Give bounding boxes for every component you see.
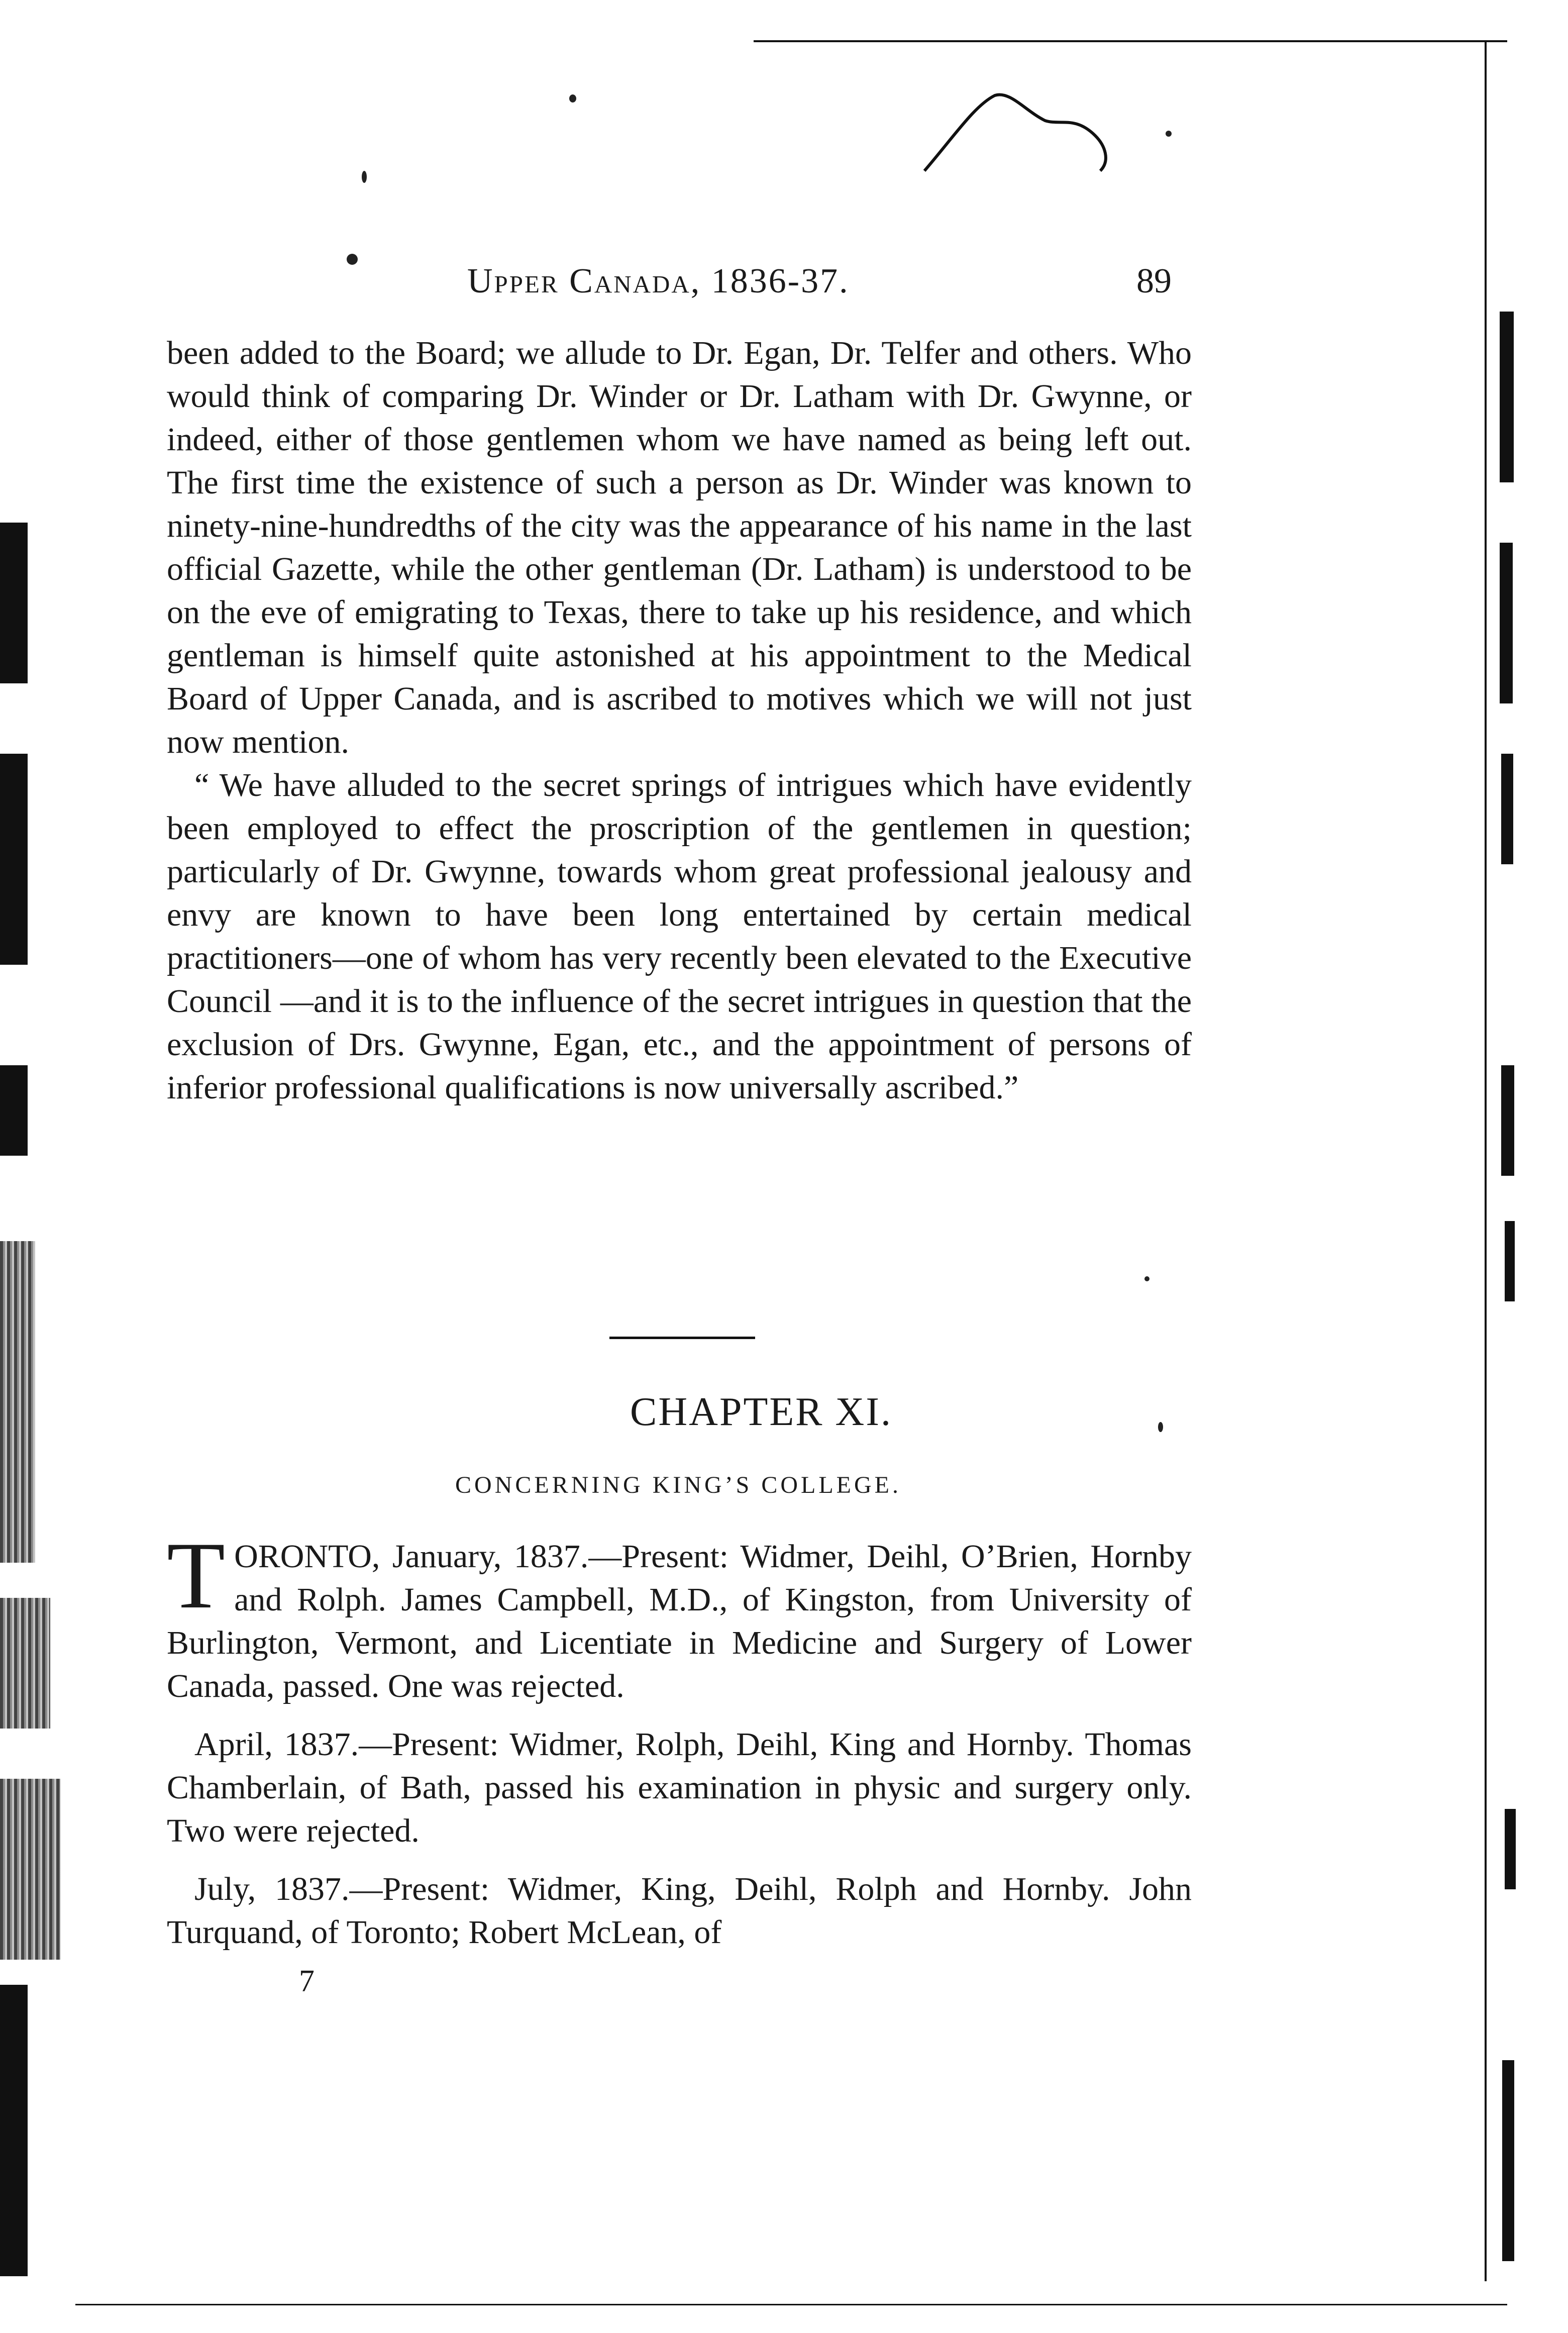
chapter-paragraph-2: April, 1837.—Present: Widmer, Rolph, Deihl, King and Hornby. Thomas Chamberlain, of Bath, passed his examination in physic and surgery only. Two were rejected.	[167, 1726, 1192, 1849]
scan-edge-right-bar-6	[1505, 1809, 1516, 1889]
scan-edge-left-bar-4	[0, 1985, 28, 2276]
scan-edge-right-line	[1485, 40, 1487, 2281]
pen-scribble	[894, 75, 1125, 176]
scan-edge-top-line	[754, 40, 1507, 42]
scan-edge-left-gray-3	[0, 1779, 60, 1960]
scan-speck	[1166, 131, 1172, 137]
scan-edge-right-bar-3	[1501, 754, 1513, 864]
scan-edge-left-gray-2	[0, 1598, 50, 1729]
chapter-heading: CHAPTER XI.	[630, 1390, 892, 1434]
scan-speck	[347, 254, 358, 265]
body-paragraph-2: “ We have alluded to the secret springs of intrigues which have evidently been employed to effect the proscription of the gentlemen in question; particularly of Dr. Gwynne, towards whom great professional jealousy and envy are known to have been long entertained by certain medical practitioners—one of whom has very recently been elevated to the Executive Council —and it is to the influence of the secret intrigues in question that the exclusion of Drs. Gwynne, Egan, etc., and the appointment of persons of inferior professional qualifications is now universally ascribed.”	[167, 767, 1192, 1106]
scan-edge-right-bar-1	[1500, 312, 1514, 482]
signature-mark: 7	[299, 1964, 315, 1998]
scan-edge-left-bar-2	[0, 754, 28, 965]
scan-edge-right-bar-4	[1501, 1065, 1514, 1176]
running-head-title: Upper Canada, 1836-37.	[467, 262, 850, 300]
chapter-subtitle: CONCERNING KING’S COLLEGE.	[455, 1472, 901, 1498]
scan-edge-right-bar-7	[1502, 2060, 1514, 2261]
chapter-text	[167, 1523, 1192, 1954]
scan-edge-bottom-line	[75, 2304, 1507, 2305]
chapter-paragraph-3: July, 1837.—Present: Widmer, King, Deihl, Rolph and Hornby. John Turquand, of Toronto; Robert McLean, of	[167, 1871, 1192, 1951]
scan-edge-right-bar-5	[1505, 1221, 1515, 1301]
scan-speck	[569, 94, 576, 103]
scan-edge-left-bar-3	[0, 1065, 28, 1156]
body-text	[167, 332, 1192, 1109]
chapter-paragraph-1	[167, 1523, 1192, 1708]
scan-speck	[362, 171, 367, 183]
section-divider-rule	[609, 1337, 755, 1339]
chapter-paragraph-1-text: ORONTO, January, 1837.—Present: Widmer, Deihl, O’Brien, Hornby and Rolph. James Campbell, M.D., of Kingston, from University of Burlington, Vermont, and Licentiate in Medicine and Surgery of Lower Canada, passed. One was rejected.	[167, 1538, 1192, 1704]
scan-speck	[1144, 1276, 1149, 1281]
page-number: 89	[1136, 262, 1172, 300]
running-head	[467, 261, 1196, 301]
drop-cap: T	[167, 1523, 226, 1629]
body-paragraph-1: been added to the Board; we allude to Dr. Egan, Dr. Telfer and others. Who would think of comparing Dr. Winder or Dr. Latham with Dr. Gwynne, or indeed, either of those gentlemen whom we have named as being left out. The first time the existence of such a person as Dr. Winder was known to ninety-nine-hundredths of the city was the appearance of his name in the last official Gazette, while the other gentleman (Dr. Latham) is understood to be on the eve of emigrating to Texas, there to take up his residence, and which gentleman is himself quite astonished at his appointment to the Medical Board of Upper Canada, and is ascribed to motives which we will not just now mention.	[167, 335, 1192, 760]
scan-edge-right-bar-2	[1500, 543, 1513, 703]
scan-edge-left-bar-1	[0, 523, 28, 683]
